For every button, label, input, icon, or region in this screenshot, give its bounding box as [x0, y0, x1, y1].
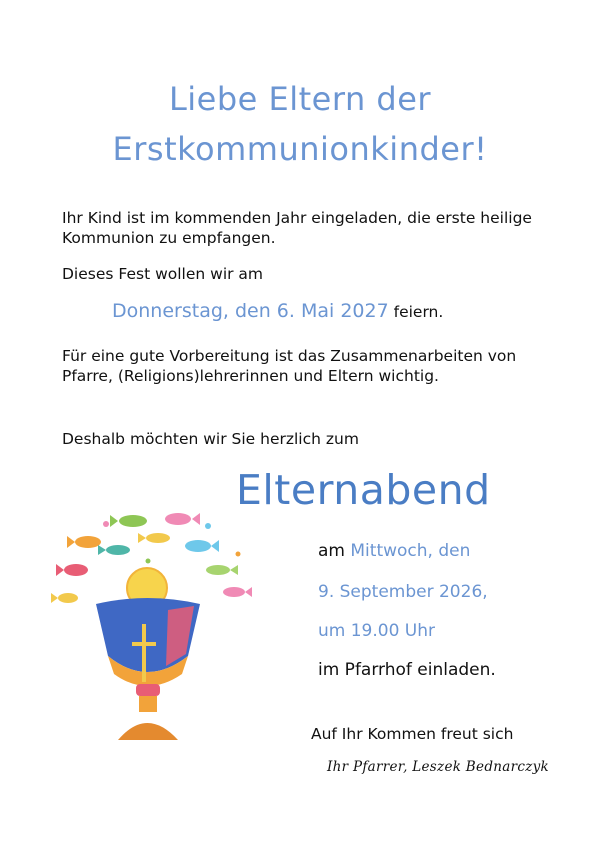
event-place: im Pfarrhof einladen.	[318, 660, 496, 680]
chalice-illustration	[48, 506, 258, 746]
event-date: 9. September 2026,	[318, 582, 488, 602]
page-title	[0, 74, 600, 174]
intro-paragraph: Ihr Kind ist im kommenden Jahr eingeladen, die erste heilige Kommunion zu empfangen.	[62, 209, 532, 247]
communion-date: Donnerstag, den 6. Mai 2027	[112, 300, 389, 322]
event-day-prefix: am	[318, 541, 345, 561]
communion-date-line	[112, 300, 443, 322]
title-line-1: Liebe Eltern der	[168, 80, 432, 118]
invitation-intro: Deshalb möchten wir Sie herzlich zum	[62, 430, 359, 448]
celebration-intro: Dieses Fest wollen wir am	[62, 265, 264, 283]
title-line-2: Erstkommunionkinder!	[112, 130, 488, 168]
chalice-foot	[118, 723, 178, 740]
communion-date-suffix: feiern.	[393, 303, 444, 321]
event-time: um 19.00 Uhr	[318, 621, 436, 641]
event-title: Elternabend	[236, 466, 491, 514]
pastor-signature: Ihr Pfarrer, Leszek Bednarczyk	[327, 759, 550, 775]
event-day-line	[318, 541, 470, 561]
preparation-paragraph: Für eine gute Vorbereitung ist das Zusammenarbeiten von Pfarre, (Religions)lehrerinnen und Eltern wichtig.	[62, 347, 517, 385]
event-day: Mittwoch, den	[350, 541, 471, 561]
closing-text: Auf Ihr Kommen freut sich	[311, 725, 514, 743]
